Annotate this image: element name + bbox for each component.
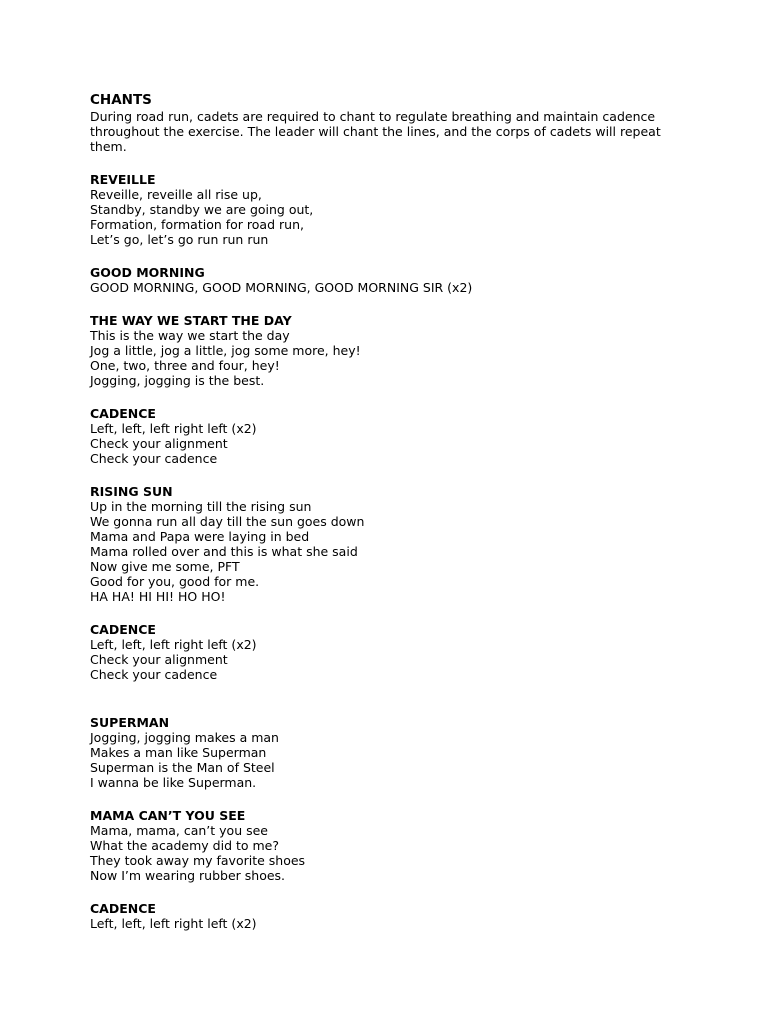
chant-line: I wanna be like Superman. xyxy=(90,775,257,790)
chant-section xyxy=(90,715,690,790)
chant-line: What the academy did to me? xyxy=(90,838,280,853)
chant-line: One, two, three and four, hey! xyxy=(90,358,280,373)
chant-line: Good for you, good for me. xyxy=(90,574,260,589)
section-heading: GOOD MORNING xyxy=(90,265,205,280)
chant-line: Left, left, left right left (x2) xyxy=(90,916,257,931)
chant-line: GOOD MORNING, GOOD MORNING, GOOD MORNING SIR (x2) xyxy=(90,280,473,295)
section-heading: CADENCE xyxy=(90,406,156,421)
chant-line: Mama rolled over and this is what she said xyxy=(90,544,358,559)
chant-section xyxy=(90,406,690,466)
chant-line: Jog a little, jog a little, jog some more, hey! xyxy=(90,343,361,358)
chant-line: Check your alignment xyxy=(90,652,228,667)
chant-line: Check your cadence xyxy=(90,451,218,466)
chant-line: Superman is the Man of Steel xyxy=(90,760,275,775)
chant-line: Left, left, left right left (x2) xyxy=(90,637,257,652)
chant-line: HA HA! HI HI! HO HO! xyxy=(90,589,226,604)
chant-line: Makes a man like Superman xyxy=(90,745,267,760)
section-heading: SUPERMAN xyxy=(90,715,170,730)
chant-line: Mama and Papa were laying in bed xyxy=(90,529,310,544)
chant-line: Up in the morning till the rising sun xyxy=(90,499,312,514)
chant-line: We gonna run all day till the sun goes down xyxy=(90,514,365,529)
chant-section xyxy=(90,901,690,931)
chant-section xyxy=(90,313,690,388)
chant-line: Jogging, jogging makes a man xyxy=(90,730,279,745)
chant-line: Check your cadence xyxy=(90,667,218,682)
section-heading: REVEILLE xyxy=(90,172,156,187)
intro-paragraph: During road run, cadets are required to chant to regulate breathing and maintain cadence throughout the exercise. The leader will chant the lines, and the corps of cadets will repeat them. xyxy=(90,109,661,154)
section-heading: MAMA CAN’T YOU SEE xyxy=(90,808,246,823)
chant-line: Mama, mama, can’t you see xyxy=(90,823,268,838)
chant-line: Now I’m wearing rubber shoes. xyxy=(90,868,286,883)
chant-line: They took away my favorite shoes xyxy=(90,853,306,868)
chant-section xyxy=(90,622,690,682)
document-title: CHANTS xyxy=(90,92,152,108)
section-heading: THE WAY WE START THE DAY xyxy=(90,313,292,328)
chant-line: Now give me some, PFT xyxy=(90,559,240,574)
section-heading: RISING SUN xyxy=(90,484,173,499)
chant-line: Let’s go, let’s go run run run xyxy=(90,232,269,247)
chant-section xyxy=(90,265,690,295)
chant-sections xyxy=(90,172,690,931)
chant-line: This is the way we start the day xyxy=(90,328,290,343)
chant-line: Standby, standby we are going out, xyxy=(90,202,314,217)
chant-section xyxy=(90,172,690,247)
document-page xyxy=(90,91,690,931)
chant-section xyxy=(90,484,690,604)
chant-line: Left, left, left right left (x2) xyxy=(90,421,257,436)
section-heading: CADENCE xyxy=(90,901,156,916)
chant-line: Check your alignment xyxy=(90,436,228,451)
chant-line: Jogging, jogging is the best. xyxy=(90,373,265,388)
chant-line: Reveille, reveille all rise up, xyxy=(90,187,262,202)
section-heading: CADENCE xyxy=(90,622,156,637)
chant-line: Formation, formation for road run, xyxy=(90,217,304,232)
chant-section xyxy=(90,808,690,883)
